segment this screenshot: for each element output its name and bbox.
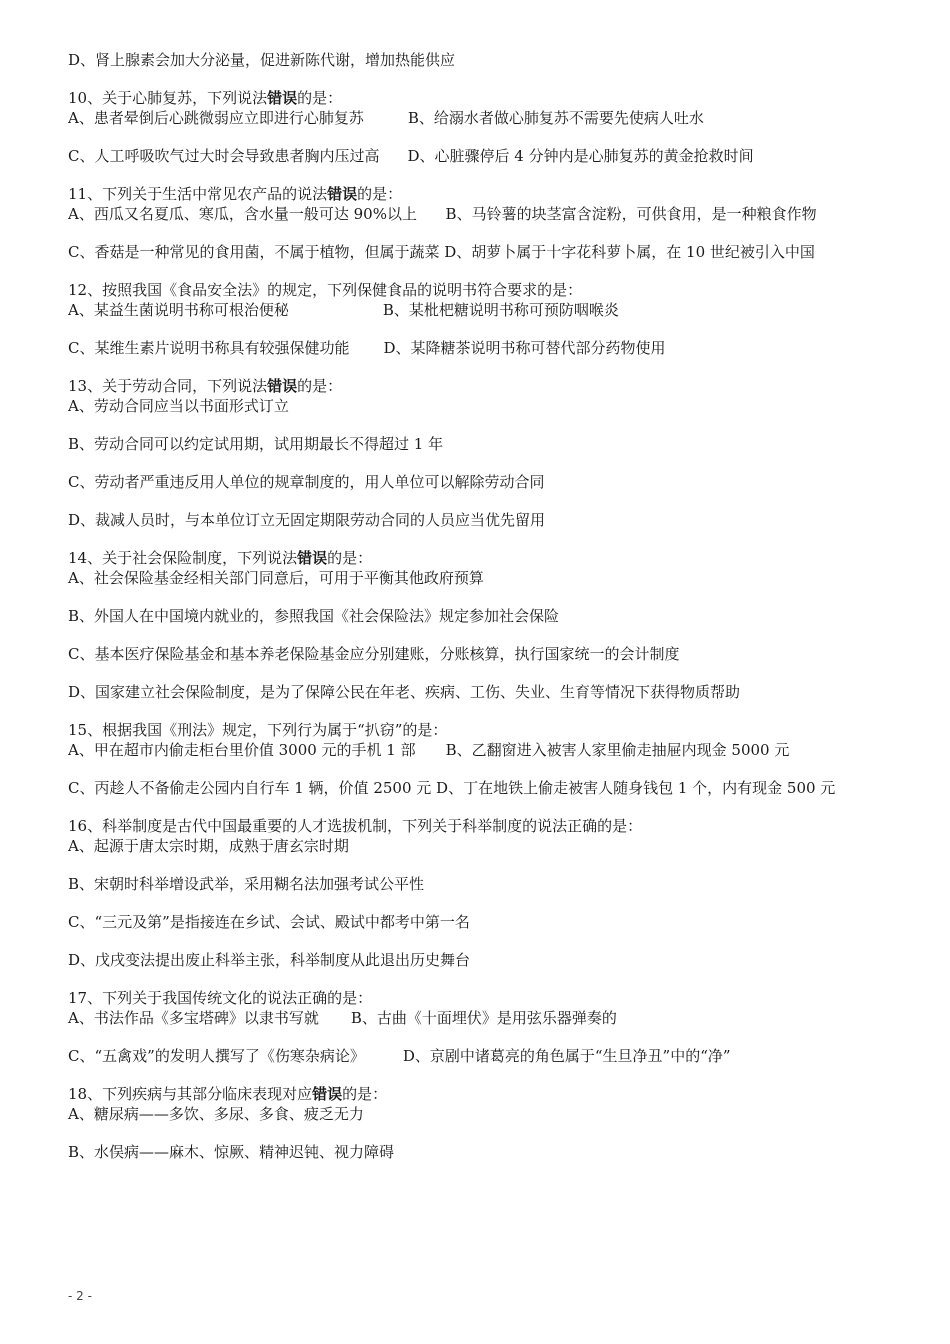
question-12-option-b: B、某枇杷糖说明书称可预防咽喉炎: [382, 301, 619, 319]
question-10-stem: 10、关于心肺复苏，下列说法错误的是：: [68, 89, 343, 107]
question-13-option-c: C、劳动者严重违反用人单位的规章制度的，用人单位可以解除劳动合同: [68, 473, 545, 491]
question-10-option-c: C、人工呼吸吹气过大时会导致患者胸内压过高: [68, 147, 380, 165]
question-12-row-cd: [68, 338, 880, 358]
question-13-option-a: A、劳动合同应当以书面形式订立: [68, 397, 289, 415]
question-17-option-c: C、“五禽戏”的发明人撰写了《伤寒杂病论》: [68, 1047, 365, 1065]
question-17-row-cd: [68, 1046, 880, 1066]
question-16-option-a: A、起源于唐太宗时期，成熟于唐玄宗时期: [68, 837, 349, 855]
question-18-stem: 18、下列疾病与其部分临床表现对应错误的是：: [68, 1085, 388, 1103]
question-12-option-c: C、某维生素片说明书称具有较强保健功能: [68, 339, 350, 357]
question-12-option-d: D、某降糖茶说明书称可替代部分药物使用: [383, 339, 666, 357]
question-16-option-b: B、宋朝时科举增设武举，采用糊名法加强考试公平性: [68, 875, 425, 893]
question-14-option-c: C、基本医疗保险基金和基本养老保险基金应分别建账，分账核算，执行国家统一的会计制度: [68, 645, 680, 663]
question-15-stem: 15、根据我国《刑法》规定，下列行为属于“扒窃”的是：: [68, 721, 448, 739]
option-d-prev: D、肾上腺素会加大分泌量，促进新陈代谢，增加热能供应: [68, 51, 456, 69]
document-page: [68, 50, 880, 1162]
question-10-row-cd: [68, 146, 880, 166]
question-12-stem: 12、按照我国《食品安全法》的规定，下列保健食品的说明书符合要求的是：: [68, 281, 583, 299]
question-17-row-ab: [68, 1008, 880, 1028]
question-10-row-ab: [68, 108, 880, 128]
question-10-option-a: A、患者晕倒后心跳微弱应立即进行心肺复苏: [68, 109, 364, 127]
question-13-option-b: B、劳动合同可以约定试用期，试用期最长不得超过 1 年: [68, 435, 444, 453]
question-12-row-ab: [68, 300, 880, 320]
question-11-options-ab: A、西瓜又名夏瓜、寒瓜，含水量一般可达 90%以上 B、马铃薯的块茎富含淀粉，可供食用，是一种粮食作物: [68, 205, 817, 223]
question-10-option-d: D、心脏骤停后 4 分钟内是心肺复苏的黄金抢救时间: [407, 147, 754, 165]
question-15-row-ab: [68, 740, 880, 760]
question-15-option-b: B、乙翻窗进入被害人家里偷走抽屉内现金 5000 元: [445, 741, 790, 759]
question-18-option-b: B、水俣病——麻木、惊厥、精神迟钝、视力障碍: [68, 1143, 395, 1161]
question-15-option-a: A、甲在超市内偷走柜台里价值 3000 元的手机 1 部: [68, 741, 416, 759]
question-14-option-d: D、国家建立社会保险制度，是为了保障公民在年老、疾病、工伤、失业、生育等情况下获得物质帮助: [68, 683, 741, 701]
question-13-stem: 13、关于劳动合同，下列说法错误的是：: [68, 377, 343, 395]
question-12-option-a: A、某益生菌说明书称可根治便秘: [68, 301, 289, 319]
question-17-option-a: A、书法作品《多宝塔碑》以隶书写就: [68, 1009, 319, 1027]
question-14-option-a: A、社会保险基金经相关部门同意后，可用于平衡其他政府预算: [68, 569, 484, 587]
question-14-option-b: B、外国人在中国境内就业的，参照我国《社会保险法》规定参加社会保险: [68, 607, 560, 625]
question-14-stem: 14、关于社会保险制度，下列说法错误的是：: [68, 549, 373, 567]
question-11-options-cd: C、香菇是一种常见的食用菌，不属于植物，但属于蔬菜 D、胡萝卜属于十字花科萝卜属，在 10 世纪被引入中国: [68, 243, 815, 261]
question-17-stem: 17、下列关于我国传统文化的说法正确的是：: [68, 989, 373, 1007]
question-16-option-d: D、戊戌变法提出废止科举主张，科举制度从此退出历史舞台: [68, 951, 471, 969]
question-13-option-d: D、裁减人员时，与本单位订立无固定期限劳动合同的人员应当优先留用: [68, 511, 546, 529]
question-15-options-cd: C、丙趁人不备偷走公园内自行车 1 辆，价值 2500 元 D、丁在地铁上偷走被害人随身钱包 1 个，内有现金 500 元: [68, 779, 836, 797]
question-17-option-b: B、古曲《十面埋伏》是用弦乐器弹奏的: [350, 1009, 617, 1027]
question-17-option-d: D、京剧中诸葛亮的角色属于“生旦净丑”中的“净”: [402, 1047, 731, 1065]
question-11-stem: 11、下列关于生活中常见农产品的说法错误的是：: [68, 185, 403, 203]
question-16-option-c: C、“三元及第”是指接连在乡试、会试、殿试中都考中第一名: [68, 913, 470, 931]
question-10-option-b: B、给溺水者做心肺复苏不需要先使病人吐水: [407, 109, 704, 127]
page-number: - 2 -: [68, 1289, 92, 1303]
question-16-stem: 16、科举制度是古代中国最重要的人才选拔机制，下列关于科举制度的说法正确的是：: [68, 817, 643, 835]
question-18-option-a: A、糖尿病——多饮、多尿、多食、疲乏无力: [68, 1105, 364, 1123]
